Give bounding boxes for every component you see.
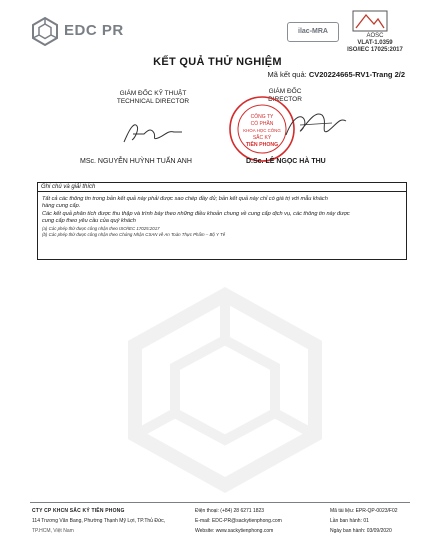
aosc-label: AOSC bbox=[366, 33, 384, 39]
footer-company: CTY CP KHCN SẮC KÝ TIÊN PHONG bbox=[32, 508, 125, 514]
footer-divider bbox=[30, 502, 410, 503]
logo-text: EDC PR bbox=[64, 22, 124, 39]
note-line-2: hàng cung cấp. bbox=[42, 203, 81, 209]
report-code bbox=[255, 70, 405, 79]
footer-issue-date: Ngày ban hành: 03/09/2020 bbox=[330, 528, 392, 534]
technical-director-title-vi: GIÁM ĐỐC KỸ THUẬT bbox=[119, 90, 187, 97]
technical-director-title-en: TECHNICAL DIRECTOR bbox=[116, 98, 190, 105]
director-name bbox=[246, 158, 326, 165]
report-code-value: CV20224665-RV1-Trang 2/2 bbox=[308, 70, 405, 79]
edc-pr-logo-icon bbox=[30, 16, 60, 46]
report-code-label: Mã kết quả: bbox=[267, 70, 309, 79]
stamp-line-5: TIÊN PHONG bbox=[245, 142, 279, 148]
note-accreditation-b: (b) Các phép thử được công nhận theo Chứng Nhận CSAN về An Toàn Thực Phẩm – Bộ Y Tế bbox=[42, 232, 226, 237]
footer-phone: Điện thoại: (+84) 28 6271 1823 bbox=[195, 508, 265, 514]
note-accreditation-a: (a) Các phép thử được công nhận theo ISO/IEC 17025:2017 bbox=[42, 226, 160, 231]
footer-doc-code: Mã tài liệu: EPR-QP-0023/F02 bbox=[330, 508, 398, 514]
stamp-line-4: SẮC KÝ bbox=[252, 135, 272, 141]
hexagon-watermark-icon bbox=[110, 285, 340, 495]
technical-director-fullname: NGUYỄN HUỲNH TUẤN ANH bbox=[97, 158, 192, 165]
footer-address-2: TP.HCM, Việt Nam bbox=[32, 528, 74, 534]
note-line-1: Tất cả các thông tin trong bản kết quả này phải được sao chép đầy đủ; bản kết quả này chỉ có giá trị với mẫu khách bbox=[42, 196, 328, 202]
vlat-number: VLAT-1.0359 bbox=[357, 40, 393, 46]
director-fullname: LÊ NGỌC HÀ THU bbox=[265, 158, 326, 165]
technical-director-title bbox=[88, 90, 218, 106]
note-line-3: Các kết quả phân tích được thu thập và trình bày theo những điều khoản chung về cung cấp dịch vụ, các thông tin này được bbox=[42, 211, 350, 217]
aosc-accreditation-icon bbox=[352, 10, 388, 32]
notes-header bbox=[38, 183, 406, 192]
ilac-mra-badge: ilac-MRA bbox=[287, 22, 339, 42]
footer-email: E-mail: EDC-PR@sackytienphong.com bbox=[195, 518, 282, 524]
page-title: KẾT QUẢ THỬ NGHIỆM bbox=[153, 56, 282, 68]
director-title-vi: GIÁM ĐỐC bbox=[268, 88, 302, 95]
stamp-line-2: CỔ PHẦN bbox=[250, 121, 274, 127]
accreditation-text bbox=[340, 33, 410, 54]
footer-website: Website: www.sackytienphong.com bbox=[195, 528, 274, 534]
note-line-4: cung cấp theo yêu cầu của quý khách bbox=[42, 218, 136, 224]
stamp-line-1: CÔNG TY bbox=[250, 114, 274, 120]
director-title-en: DIRECTOR bbox=[268, 96, 302, 103]
footer-revision: Lần ban hành: 01 bbox=[330, 518, 369, 524]
notes-heading: Ghi chú và giải thích bbox=[41, 184, 96, 190]
stamp-line-3: KHOA HỌC CÔNG bbox=[243, 128, 281, 133]
director-degree: D.Sc. bbox=[246, 158, 266, 165]
technical-director-degree: MSc. bbox=[80, 158, 98, 165]
iso-standard: ISO/IEC 17025:2017 bbox=[347, 47, 403, 53]
notes-box bbox=[37, 182, 407, 260]
footer-address: 114 Trương Văn Bang, Phường Thạnh Mỹ Lợi, TP.Thủ Đức, bbox=[32, 518, 166, 524]
technical-director-name bbox=[80, 158, 192, 165]
technical-director-signature bbox=[118, 118, 188, 148]
director-signature bbox=[282, 105, 352, 145]
